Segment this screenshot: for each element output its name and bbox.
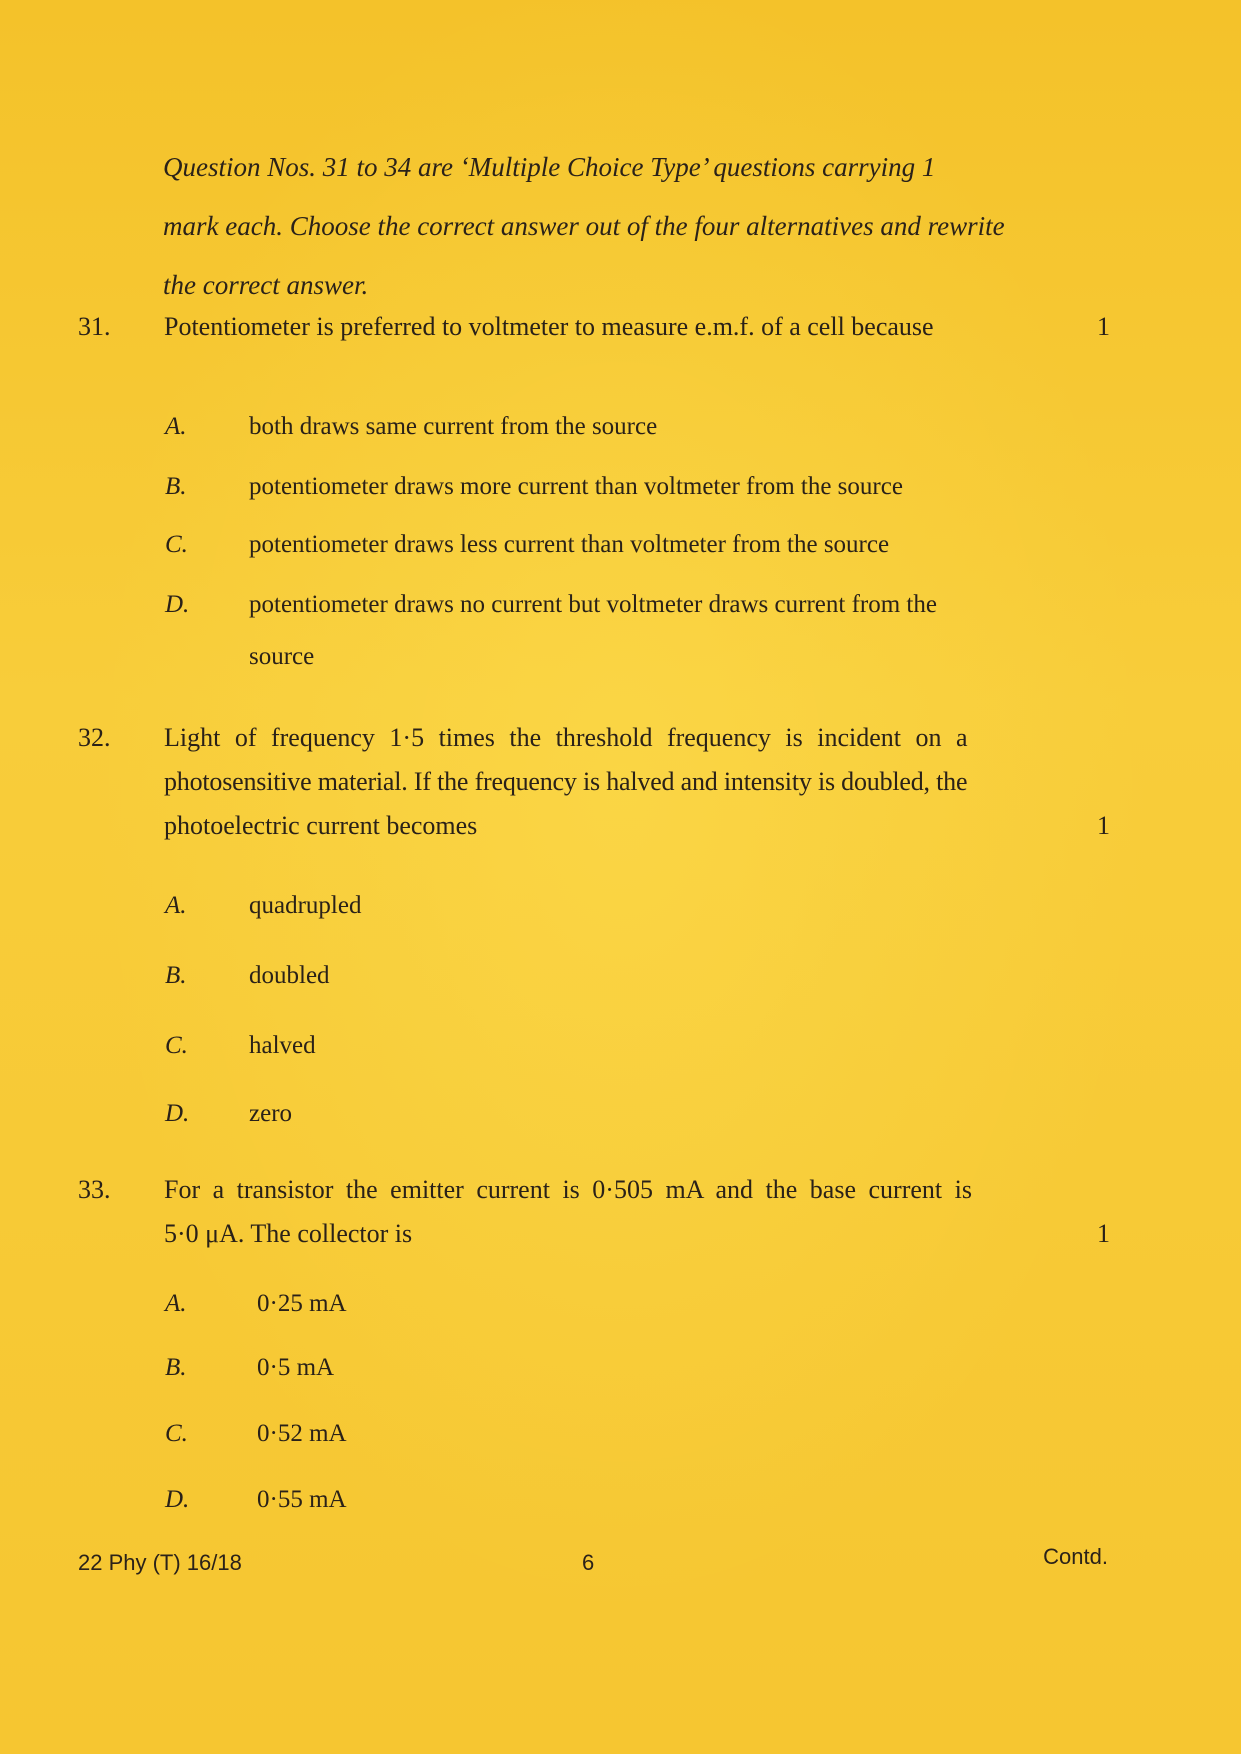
instructions-line-3: the correct answer. bbox=[163, 270, 369, 300]
question-marks: 1 bbox=[1097, 811, 1110, 840]
question-number: 32. bbox=[78, 723, 111, 752]
option-text: potentiometer draws no current but voltmeter draws current from the bbox=[249, 591, 937, 618]
question-marks: 1 bbox=[1097, 312, 1110, 341]
option-letter: A. bbox=[165, 892, 187, 919]
option-text: quadrupled bbox=[249, 892, 362, 919]
question-text bbox=[164, 716, 1114, 848]
option-text: potentiometer draws more current than voltmeter from the source bbox=[249, 473, 903, 500]
option-text: both draws same current from the source bbox=[249, 413, 658, 440]
instructions-line-2: mark each. Choose the correct answer out of the four alternatives and rewrite bbox=[163, 211, 1005, 241]
question-line: photoelectric current becomes bbox=[164, 811, 478, 840]
option-letter: A. bbox=[165, 413, 187, 440]
option-text: halved bbox=[249, 1032, 316, 1059]
option-text: potentiometer draws less current than voltmeter from the source bbox=[249, 531, 890, 558]
instructions-line-1: Question Nos. 31 to 34 are ‘Multiple Choice Type’ questions carrying 1 bbox=[163, 152, 936, 182]
question-marks: 1 bbox=[1097, 1219, 1110, 1248]
option-letter: D. bbox=[165, 591, 190, 618]
option-letter: B. bbox=[165, 473, 187, 500]
continued-label: Contd. bbox=[1043, 1544, 1108, 1569]
instructions-block bbox=[163, 138, 1118, 315]
question-number: 33. bbox=[78, 1175, 111, 1204]
question-line: Potentiometer is preferred to voltmeter to measure e.m.f. of a cell because bbox=[164, 312, 934, 341]
question-text bbox=[164, 1168, 1114, 1256]
question-line: photosensitive material. If the frequency is halved and intensity is doubled, the bbox=[164, 767, 968, 796]
option-text: doubled bbox=[249, 962, 330, 989]
option-letter: D. bbox=[165, 1100, 190, 1127]
option-letter: C. bbox=[165, 1420, 188, 1447]
question-line: 5·0 μA. The collector is bbox=[164, 1219, 413, 1248]
option-text: zero bbox=[249, 1100, 293, 1127]
option-letter: C. bbox=[165, 531, 188, 558]
page-number: 6 bbox=[582, 1550, 595, 1575]
option-text-continued: source bbox=[249, 643, 315, 670]
option-letter: C. bbox=[165, 1032, 188, 1059]
option-letter: B. bbox=[165, 1354, 187, 1381]
question-number: 31. bbox=[78, 312, 111, 341]
option-text: 0·5 mA bbox=[257, 1354, 335, 1381]
option-letter: B. bbox=[165, 962, 187, 989]
option-text: 0·55 mA bbox=[257, 1486, 347, 1513]
question-text bbox=[164, 305, 1114, 349]
option-letter: D. bbox=[165, 1486, 190, 1513]
question-line: For a transistor the emitter current is 0·505 mA and the base current is bbox=[164, 1175, 972, 1204]
page-footer bbox=[78, 1544, 1108, 1590]
paper-code: 22 Phy (T) 16/18 bbox=[78, 1550, 242, 1575]
option-text: 0·25 mA bbox=[257, 1290, 347, 1317]
option-text: 0·52 mA bbox=[257, 1420, 347, 1447]
option-letter: A. bbox=[165, 1290, 187, 1317]
question-line: Light of frequency 1·5 times the threshold frequency is incident on a bbox=[164, 723, 968, 752]
